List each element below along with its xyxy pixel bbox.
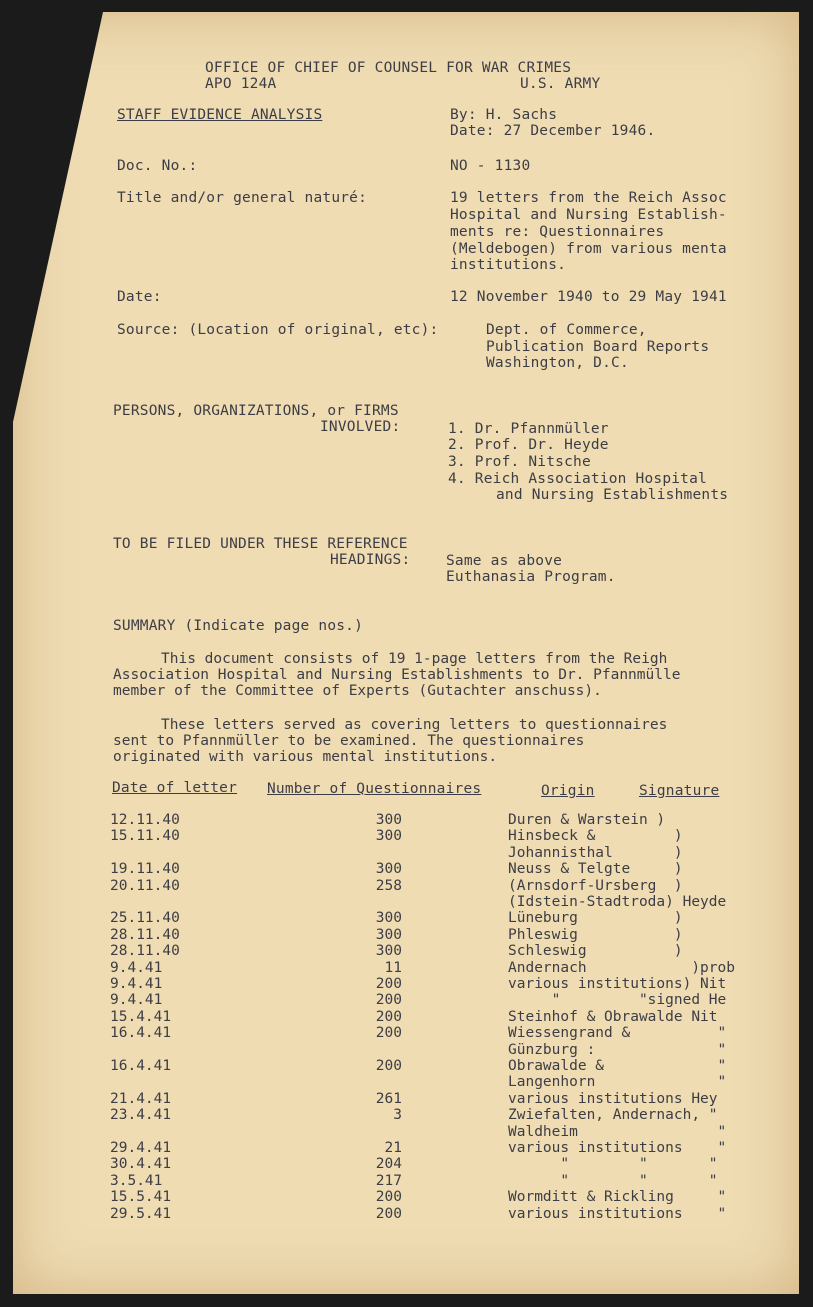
filed-item: Euthanasia Program.	[446, 569, 616, 585]
summary-line: These letters served as covering letters to questionnaires	[161, 717, 668, 733]
letter-date: 28.11.40	[110, 926, 180, 943]
title-line: (Meldebogen) from various menta	[450, 241, 727, 257]
office-title: OFFICE OF CHIEF OF COUNSEL FOR WAR CRIMES	[205, 60, 572, 76]
letter-date: 15.5.41	[110, 1189, 172, 1206]
person-item: 3. Prof. Nitsche	[448, 454, 591, 470]
origin-signature: " " "	[508, 1172, 718, 1189]
col-header-signature: Signature	[639, 783, 720, 799]
origin-signature: various institutions "	[508, 1205, 727, 1222]
questionnaire-count: 300	[375, 812, 402, 828]
source-label: Source: (Location of original, etc):	[117, 322, 439, 338]
letter-date: 9.4.41	[110, 959, 163, 976]
origin-signature: Hinsbeck & )	[508, 828, 683, 845]
summary-line: member of the Committee of Experts (Gutachter anschuss).	[113, 683, 602, 699]
origin-signature: Günzburg : "	[508, 1041, 727, 1058]
letter-date: 12.11.40	[110, 812, 180, 828]
letter-date: 21.4.41	[110, 1090, 172, 1107]
questionnaire-count: 258	[375, 877, 402, 894]
questionnaire-count: 261	[375, 1090, 402, 1107]
origin-signature: Schleswig )	[508, 943, 683, 960]
summary-label: SUMMARY (Indicate page nos.)	[113, 618, 364, 634]
origin-signature: Steinhof & Obrawalde Nit	[508, 1008, 718, 1025]
source-line: Dept. of Commerce,	[486, 322, 647, 338]
filed-item: Same as above	[446, 553, 563, 569]
letter-date: 30.4.41	[110, 1156, 172, 1173]
title-line: ments re: Questionnaires	[450, 224, 665, 240]
source-line: Publication Board Reports	[486, 339, 710, 355]
questionnaire-count: 300	[375, 926, 402, 943]
summary-line: sent to Pfannmüller to be examined. The questionnaires	[113, 733, 585, 749]
origin-signature: Wiessengrand & "	[508, 1025, 727, 1042]
origin-signature: various institutions "	[508, 1140, 727, 1156]
letter-date: 29.5.41	[110, 1205, 172, 1222]
letter-date: 25.11.40	[110, 910, 180, 927]
letter-date: 20.11.40	[110, 877, 180, 894]
summary-line: This document consists of 19 1-page letters from the Reigh	[161, 651, 668, 667]
filed-label-headings: HEADINGS:	[330, 552, 411, 568]
letter-date: 15.11.40	[110, 828, 180, 845]
questionnaire-table	[110, 812, 790, 1232]
letter-date: 9.4.41	[110, 992, 163, 1009]
origin-signature: Wormditt & Rickling "	[508, 1189, 727, 1206]
origin-signature: various institutions Hey	[508, 1090, 718, 1107]
doc-no-value: NO - 1130	[450, 158, 531, 174]
origin-signature: Zwiefalten, Andernach, "	[508, 1107, 718, 1124]
doc-no-label: Doc. No.:	[117, 158, 198, 174]
persons-label: PERSONS, ORGANIZATIONS, or FIRMS	[113, 403, 399, 419]
letter-date: 19.11.40	[110, 861, 180, 878]
source-line: Washington, D.C.	[486, 355, 629, 371]
origin-signature: Neuss & Telgte )	[508, 861, 683, 878]
letter-date: 16.4.41	[110, 1058, 172, 1074]
questionnaire-count: 300	[375, 828, 402, 845]
title-line: 19 letters from the Reich Assoc	[450, 190, 727, 206]
questionnaire-count: 200	[375, 992, 402, 1009]
questionnaire-count: 200	[375, 1058, 402, 1074]
origin-signature: " "signed He	[508, 992, 727, 1009]
army-label: U.S. ARMY	[520, 76, 601, 92]
summary-line: originated with various mental institutions.	[113, 749, 498, 765]
questionnaire-count: 300	[375, 861, 402, 878]
origin-signature: Johannisthal )	[508, 844, 683, 861]
origin-signature: Lüneburg )	[508, 910, 683, 927]
origin-signature: (Arnsdorf-Ursberg )	[508, 877, 683, 894]
questionnaire-count: 217	[375, 1172, 402, 1189]
origin-signature: " " "	[508, 1156, 718, 1173]
questionnaire-count: 200	[375, 1189, 402, 1206]
analysis-title: STAFF EVIDENCE ANALYSIS	[117, 107, 323, 123]
questionnaire-count: 200	[375, 1008, 402, 1025]
title-label: Title and/or general naturé:	[117, 190, 368, 206]
origin-signature: Obrawalde & "	[508, 1058, 727, 1074]
origin-signature: Andernach )prob	[508, 959, 735, 976]
letter-date: 29.4.41	[110, 1140, 172, 1156]
questionnaire-count: 3	[393, 1107, 402, 1124]
questionnaire-count: 300	[375, 910, 402, 927]
col-header-origin: Origin	[541, 783, 595, 799]
title-line: institutions.	[450, 257, 567, 273]
col-header-number: Number of Questionnaires	[267, 781, 482, 797]
origin-signature: Langenhorn "	[508, 1074, 727, 1091]
persons-label-involved: INVOLVED:	[320, 419, 401, 435]
letter-date: 3.5.41	[110, 1172, 163, 1189]
questionnaire-count: 204	[375, 1156, 402, 1173]
letter-date: 15.4.41	[110, 1008, 172, 1025]
col-header-date: Date of letter	[112, 780, 238, 796]
origin-signature: Waldheim "	[508, 1123, 727, 1140]
person-item: 2. Prof. Dr. Heyde	[448, 437, 609, 453]
apo-number: APO 124A	[205, 76, 277, 92]
questionnaire-count: 300	[375, 943, 402, 960]
date-label: Date:	[117, 289, 162, 305]
filed-label: TO BE FILED UNDER THESE REFERENCE	[113, 536, 408, 552]
analysis-by: By: H. Sachs	[450, 107, 558, 123]
questionnaire-count: 200	[375, 976, 402, 992]
questionnaire-count: 21	[384, 1140, 402, 1156]
letter-date: 9.4.41	[110, 976, 163, 992]
origin-signature: various institutions) Nit	[508, 976, 727, 992]
questionnaire-count: 200	[375, 1205, 402, 1222]
person-item: 1. Dr. Pfannmüller	[448, 421, 609, 437]
origin-signature: Phleswig )	[508, 926, 683, 943]
person-item: 4. Reich Association Hospital	[448, 471, 707, 487]
letter-date: 28.11.40	[110, 943, 180, 960]
letter-date: 16.4.41	[110, 1025, 172, 1042]
date-value: 12 November 1940 to 29 May 1941	[450, 289, 727, 305]
questionnaire-count: 200	[375, 1025, 402, 1042]
title-line: Hospital and Nursing Establish-	[450, 207, 727, 223]
person-item: and Nursing Establishments	[496, 487, 729, 503]
origin-signature: Duren & Warstein )	[508, 812, 666, 828]
analysis-date: Date: 27 December 1946.	[450, 123, 656, 139]
origin-signature: (Idstein-Stadtroda) Heyde	[508, 894, 727, 910]
summary-line: Association Hospital and Nursing Establishments to Dr. Pfannmülle	[113, 667, 681, 683]
questionnaire-count: 11	[384, 959, 402, 976]
letter-date: 23.4.41	[110, 1107, 172, 1124]
